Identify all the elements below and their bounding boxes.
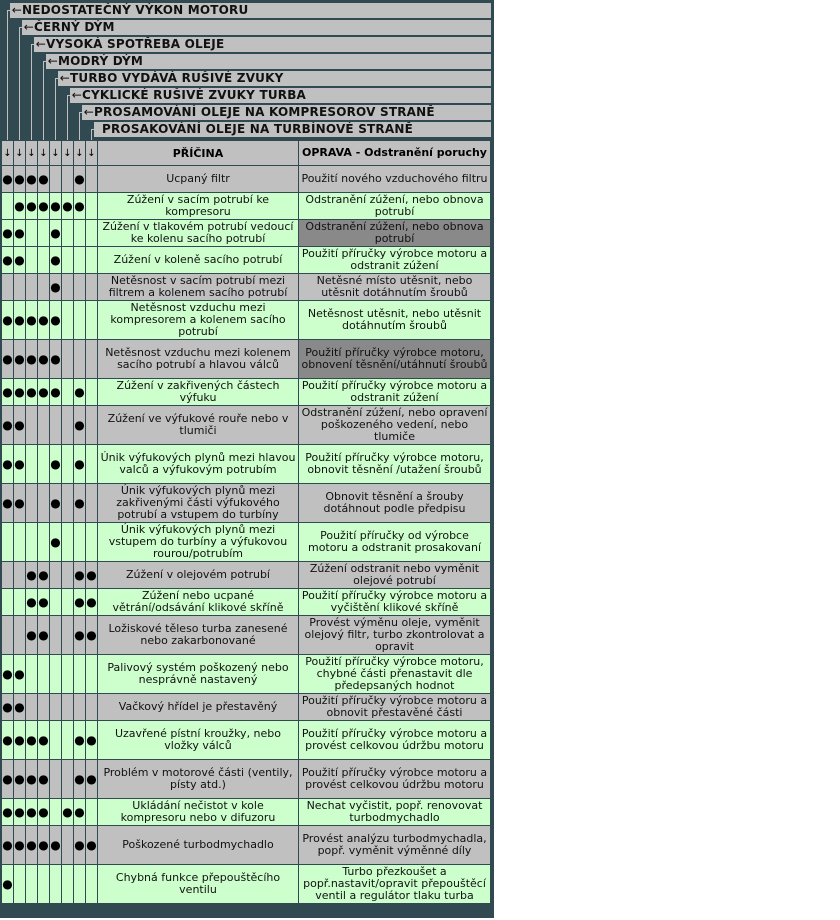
marker-dot-icon: ● (14, 220, 25, 246)
marker-dot-icon: ● (2, 721, 13, 759)
symptom-text: TURBO VYDÁVÁ RUŠIVÉ ZVUKY (70, 71, 284, 85)
cause-cell: Zúžení v olejovém potrubí (98, 562, 298, 588)
marker-dot-icon: ● (50, 379, 61, 405)
marker-empty (50, 655, 61, 693)
fix-cell: Odstranění zúžení, nebo opravení poškozeného vedení, nebo tlumiče (299, 406, 490, 444)
connector-line (67, 95, 68, 140)
marker-dot-icon: ● (14, 694, 25, 720)
marker-empty (62, 826, 73, 864)
connector-tick (7, 10, 11, 11)
marker-dot-icon: ● (74, 166, 85, 192)
marker-dot-icon: ● (26, 301, 37, 339)
connector-tick (91, 129, 95, 130)
marker-empty (14, 562, 25, 588)
marker-empty (26, 247, 37, 273)
marker-empty (62, 484, 73, 522)
marker-dot-icon: ● (2, 760, 13, 798)
fix-cell: Použití příručky výrobce motoru a provést celkovou údržbu motoru (299, 760, 490, 798)
symptom-text: ČERNÝ DÝM (34, 20, 115, 34)
marker-dot-icon: ● (38, 799, 49, 825)
fix-cell: Netěsnost utěsnit, nebo utěsnit dotáhnutím šroubů (299, 301, 490, 339)
marker-empty (14, 865, 25, 903)
marker-empty (2, 523, 13, 561)
marker-dot-icon: ● (50, 247, 61, 273)
marker-empty (50, 562, 61, 588)
marker-empty (86, 193, 97, 219)
fix-cell: Použití příručky výrobce motoru, obnovit těsnění /utažení šroubů (299, 445, 490, 483)
cause-cell: Zúžení v koleně sacího potrubí (98, 247, 298, 273)
table-row (2, 562, 490, 588)
cause-cell: Netěsnost vzduchu mezi kompresorem a kolenem sacího potrubí (98, 301, 298, 339)
arrow-left-icon: ← (83, 105, 94, 119)
marker-empty (74, 220, 85, 246)
marker-empty (26, 220, 37, 246)
marker-dot-icon: ● (14, 445, 25, 483)
fix-cell: Použití příručky výrobce motoru a provést celkovou údržbu motoru (299, 721, 490, 759)
symptom-label-5 (58, 71, 491, 86)
marker-dot-icon: ● (14, 406, 25, 444)
marker-dot-icon: ● (74, 760, 85, 798)
arrow-left-icon: ← (47, 54, 58, 68)
marker-dot-icon: ● (14, 484, 25, 522)
connector-tick (19, 27, 23, 28)
cause-cell: Uzavřené pístní kroužky, nebo vložky válců (98, 721, 298, 759)
arrow-left-icon: ← (71, 88, 82, 102)
marker-dot-icon: ● (2, 694, 13, 720)
marker-empty (86, 166, 97, 192)
table-row (2, 484, 490, 522)
cause-cell: Zúžení v sacím potrubí ke kompresoru (98, 193, 298, 219)
table-row (2, 721, 490, 759)
marker-empty (86, 799, 97, 825)
marker-empty (62, 445, 73, 483)
marker-dot-icon: ● (14, 721, 25, 759)
fix-cell: Odstranění zúžení, nebo obnova potrubí (299, 193, 490, 219)
fix-cell: Netěsné místo utěsnit, nebo utěsnit dotáhnutím šroubů (299, 274, 490, 300)
table-row (2, 655, 490, 693)
table-row (2, 220, 490, 246)
marker-empty (74, 301, 85, 339)
marker-empty (62, 340, 73, 378)
marker-empty (86, 274, 97, 300)
marker-dot-icon: ● (26, 379, 37, 405)
marker-empty (62, 247, 73, 273)
marker-empty (50, 865, 61, 903)
marker-empty (38, 247, 49, 273)
marker-empty (86, 379, 97, 405)
marker-empty (86, 340, 97, 378)
arrow-left-icon: ← (11, 3, 22, 17)
marker-empty (62, 562, 73, 588)
symptom-text: MODRÝ DÝM (58, 54, 144, 68)
symptom-text: PROSAMOVÁNÍ OLEJE NA KOMPRESOROV STRANĚ (94, 105, 435, 119)
cause-cell: Ložiskové těleso turba zanesené nebo zakarbonované (98, 616, 298, 654)
marker-dot-icon: ● (50, 340, 61, 378)
marker-empty (74, 274, 85, 300)
fix-cell: Použití příručky výrobce motoru a odstranit zúžení (299, 247, 490, 273)
marker-empty (50, 166, 61, 192)
marker-dot-icon: ● (2, 865, 13, 903)
marker-empty (62, 274, 73, 300)
marker-dot-icon: ● (14, 379, 25, 405)
marker-empty (74, 655, 85, 693)
marker-dot-icon: ● (86, 589, 97, 615)
marker-empty (2, 562, 13, 588)
arrow-left-icon: ← (23, 20, 34, 34)
marker-dot-icon: ● (74, 562, 85, 588)
table-row (2, 166, 490, 192)
header-fix: OPRAVA - Odstranění poruchy (299, 141, 490, 165)
marker-empty (26, 406, 37, 444)
marker-dot-icon: ● (74, 193, 85, 219)
connector-tick (79, 112, 83, 113)
marker-dot-icon: ● (26, 589, 37, 615)
marker-dot-icon: ● (74, 379, 85, 405)
marker-empty (86, 445, 97, 483)
marker-empty (26, 445, 37, 483)
marker-empty (62, 301, 73, 339)
marker-empty (74, 523, 85, 561)
marker-empty (86, 406, 97, 444)
marker-empty (2, 616, 13, 654)
marker-empty (26, 694, 37, 720)
marker-empty (50, 760, 61, 798)
marker-empty (26, 655, 37, 693)
table-header-row (2, 141, 490, 165)
connector-tick (31, 44, 35, 45)
marker-empty (2, 589, 13, 615)
table-row (2, 301, 490, 339)
cause-cell: Poškozené turbodmychadlo (98, 826, 298, 864)
marker-empty (38, 220, 49, 246)
connector-line (31, 44, 32, 140)
table-row (2, 193, 490, 219)
marker-dot-icon: ● (38, 562, 49, 588)
marker-dot-icon: ● (26, 721, 37, 759)
arrow-left-icon: ← (59, 71, 70, 85)
cause-cell: Vačkový hřídel je přestavěný (98, 694, 298, 720)
cause-cell: Únik výfukových plynů mezi vstupem do turbíny a výfukovou rourou/potrubím (98, 523, 298, 561)
marker-dot-icon: ● (38, 760, 49, 798)
arrow-down-icon: ↓ (62, 141, 73, 165)
marker-empty (86, 247, 97, 273)
table-row (2, 760, 490, 798)
marker-empty (50, 406, 61, 444)
marker-dot-icon: ● (38, 616, 49, 654)
table-row (2, 247, 490, 273)
marker-empty (74, 247, 85, 273)
connector-line (91, 129, 92, 140)
marker-dot-icon: ● (14, 247, 25, 273)
marker-dot-icon: ● (14, 826, 25, 864)
marker-dot-icon: ● (62, 799, 73, 825)
marker-dot-icon: ● (14, 301, 25, 339)
symptom-label-4 (46, 54, 491, 69)
marker-empty (2, 193, 13, 219)
marker-dot-icon: ● (14, 799, 25, 825)
marker-empty (26, 484, 37, 522)
marker-empty (50, 799, 61, 825)
cause-cell: Zúžení nebo ucpané větrání/odsávání klikové skříně (98, 589, 298, 615)
connector-tick (43, 61, 47, 62)
connector-tick (55, 78, 59, 79)
connector-line (19, 27, 20, 140)
marker-dot-icon: ● (2, 220, 13, 246)
arrow-left-icon: ← (35, 37, 46, 51)
fault-table (1, 140, 491, 904)
fix-cell: Turbo přezkoušet a popř.nastavit/opravit přepouštěcí ventil a regulátor tlaku turba (299, 865, 490, 903)
fix-cell: Použití příručky od výrobce motoru a odstranit prosakovaní (299, 523, 490, 561)
cause-cell: Problém v motorové části (ventily, písty atd.) (98, 760, 298, 798)
symptom-label-7 (82, 105, 491, 120)
marker-empty (38, 406, 49, 444)
table-row (2, 445, 490, 483)
marker-dot-icon: ● (2, 247, 13, 273)
marker-empty (38, 484, 49, 522)
table-row (2, 616, 490, 654)
marker-dot-icon: ● (62, 193, 73, 219)
marker-dot-icon: ● (2, 445, 13, 483)
symptom-diagram (0, 0, 494, 140)
marker-empty (26, 523, 37, 561)
table-row (2, 694, 490, 720)
symptom-label-3 (34, 37, 491, 52)
marker-dot-icon: ● (2, 655, 13, 693)
connector-line (43, 61, 44, 140)
marker-dot-icon: ● (26, 616, 37, 654)
table-row (2, 406, 490, 444)
marker-empty (86, 694, 97, 720)
marker-dot-icon: ● (74, 484, 85, 522)
marker-dot-icon: ● (26, 826, 37, 864)
marker-dot-icon: ● (50, 826, 61, 864)
marker-empty (86, 484, 97, 522)
marker-empty (62, 865, 73, 903)
marker-dot-icon: ● (26, 799, 37, 825)
marker-empty (62, 406, 73, 444)
marker-dot-icon: ● (38, 301, 49, 339)
table-row (2, 589, 490, 615)
marker-empty (26, 865, 37, 903)
table-row (2, 826, 490, 864)
fix-cell: Použití příručky výrobce motoru, obnovení těsnění/utáhnutí šroubů (299, 340, 490, 378)
cause-cell: Palivový systém poškozený nebo nesprávně nastavený (98, 655, 298, 693)
arrow-down-icon: ↓ (26, 141, 37, 165)
marker-dot-icon: ● (14, 193, 25, 219)
marker-dot-icon: ● (26, 562, 37, 588)
marker-dot-icon: ● (38, 193, 49, 219)
fix-cell: Použití příručky výrobce motoru a obnovit přestavěné části (299, 694, 490, 720)
symptom-text: CYKLICKÉ RUŠIVÉ ZVUKY TURBA (82, 88, 307, 102)
marker-dot-icon: ● (38, 826, 49, 864)
marker-empty (74, 340, 85, 378)
marker-empty (62, 379, 73, 405)
marker-dot-icon: ● (86, 721, 97, 759)
marker-empty (86, 655, 97, 693)
marker-dot-icon: ● (26, 166, 37, 192)
marker-empty (50, 721, 61, 759)
symptom-label-2 (22, 20, 491, 35)
marker-empty (62, 694, 73, 720)
marker-empty (62, 220, 73, 246)
marker-empty (62, 616, 73, 654)
table-row (2, 523, 490, 561)
marker-dot-icon: ● (50, 193, 61, 219)
fix-cell: Použití příručky výrobce motoru a vyčištění klikové skříně (299, 589, 490, 615)
marker-empty (26, 274, 37, 300)
marker-dot-icon: ● (74, 721, 85, 759)
marker-empty (62, 589, 73, 615)
cause-cell: Chybná funkce přepouštěcího ventilu (98, 865, 298, 903)
marker-empty (2, 274, 13, 300)
marker-dot-icon: ● (2, 166, 13, 192)
cause-cell: Ukládání nečistot v kole kompresoru nebo v difuzoru (98, 799, 298, 825)
fix-cell: Provést analýzu turbodmychadla, popř. vyměnit výměnné díly (299, 826, 490, 864)
marker-dot-icon: ● (26, 760, 37, 798)
table-row (2, 799, 490, 825)
arrow-down-icon: ↓ (50, 141, 61, 165)
marker-dot-icon: ● (14, 166, 25, 192)
arrow-down-icon: ↓ (38, 141, 49, 165)
symptom-label-8 (94, 122, 491, 137)
marker-dot-icon: ● (26, 340, 37, 378)
cause-cell: Ucpaný filtr (98, 166, 298, 192)
symptom-label-6 (70, 88, 491, 103)
marker-empty (86, 865, 97, 903)
marker-dot-icon: ● (2, 301, 13, 339)
marker-empty (38, 655, 49, 693)
fix-cell: Obnovit těsnění a šrouby dotáhnout podle předpisu (299, 484, 490, 522)
marker-empty (62, 523, 73, 561)
marker-empty (38, 274, 49, 300)
marker-dot-icon: ● (14, 340, 25, 378)
marker-empty (14, 616, 25, 654)
table-row (2, 340, 490, 378)
marker-dot-icon: ● (86, 826, 97, 864)
fix-cell: Nechat vyčistit, popř. renovovat turbodmychadlo (299, 799, 490, 825)
cause-cell: Zúžení v zakřivených částech výfuku (98, 379, 298, 405)
marker-dot-icon: ● (2, 379, 13, 405)
marker-empty (14, 589, 25, 615)
marker-dot-icon: ● (86, 562, 97, 588)
connector-line (55, 78, 56, 140)
marker-empty (50, 589, 61, 615)
marker-empty (14, 523, 25, 561)
marker-empty (86, 220, 97, 246)
marker-dot-icon: ● (50, 445, 61, 483)
header-cause: PŘÍČINA (98, 141, 298, 165)
marker-dot-icon: ● (74, 799, 85, 825)
marker-dot-icon: ● (74, 445, 85, 483)
marker-empty (14, 274, 25, 300)
marker-dot-icon: ● (74, 616, 85, 654)
marker-dot-icon: ● (50, 220, 61, 246)
marker-dot-icon: ● (2, 484, 13, 522)
marker-empty (62, 655, 73, 693)
marker-dot-icon: ● (38, 589, 49, 615)
cause-cell: Zúžení v tlakovém potrubí vedoucí ke kolenu sacího potrubí (98, 220, 298, 246)
marker-dot-icon: ● (26, 193, 37, 219)
marker-dot-icon: ● (38, 379, 49, 405)
arrow-down-icon: ↓ (14, 141, 25, 165)
marker-dot-icon: ● (38, 721, 49, 759)
marker-empty (62, 166, 73, 192)
cause-cell: Zúžení ve výfukové rouře nebo v tlumiči (98, 406, 298, 444)
cause-cell: Netěsnost v sacím potrubí mezi filtrem a kolenem sacího potrubí (98, 274, 298, 300)
marker-dot-icon: ● (50, 274, 61, 300)
symptom-text: PROSAKOVÁNÍ OLEJE NA TURBÍNOVÉ STRANĚ (102, 122, 414, 136)
marker-empty (62, 721, 73, 759)
marker-dot-icon: ● (38, 166, 49, 192)
symptom-label-1 (10, 3, 491, 18)
marker-empty (74, 694, 85, 720)
fix-cell: Použití nového vzduchového filtru (299, 166, 490, 192)
marker-dot-icon: ● (2, 406, 13, 444)
marker-dot-icon: ● (74, 406, 85, 444)
marker-dot-icon: ● (74, 589, 85, 615)
arrow-down-icon: ↓ (86, 141, 97, 165)
marker-dot-icon: ● (86, 760, 97, 798)
marker-empty (86, 301, 97, 339)
marker-dot-icon: ● (50, 523, 61, 561)
marker-dot-icon: ● (14, 655, 25, 693)
cause-cell: Únik výfukových plynů mezi hlavou valců a výfukovým potrubím (98, 445, 298, 483)
marker-empty (50, 616, 61, 654)
fix-cell: Odstranění zúžení, nebo obnova potrubí (299, 220, 490, 246)
marker-dot-icon: ● (2, 799, 13, 825)
marker-empty (38, 523, 49, 561)
fix-cell: Zúžení odstranit nebo vyměnit olejové potrubí (299, 562, 490, 588)
marker-empty (74, 865, 85, 903)
marker-dot-icon: ● (74, 826, 85, 864)
table-row (2, 865, 490, 903)
marker-dot-icon: ● (50, 301, 61, 339)
fix-cell: Použití příručky výrobce motoru a odstranit zúžení (299, 379, 490, 405)
connector-line (79, 112, 80, 140)
arrow-down-icon: ↓ (2, 141, 13, 165)
symptom-text: VYSOKÁ SPOTŘEBA OLEJE (46, 37, 225, 51)
marker-dot-icon: ● (2, 340, 13, 378)
marker-dot-icon: ● (14, 760, 25, 798)
connector-tick (67, 95, 71, 96)
marker-empty (38, 445, 49, 483)
marker-dot-icon: ● (38, 340, 49, 378)
table-row (2, 379, 490, 405)
marker-empty (62, 760, 73, 798)
arrow-down-icon: ↓ (74, 141, 85, 165)
fix-cell: Provést výměnu oleje, vyměnit olejový filtr, turbo zkontrolovat a opravit (299, 616, 490, 654)
marker-empty (38, 694, 49, 720)
fix-cell: Použití příručky výrobce motoru, chybné části přenastavit dle předepsaných hodnot (299, 655, 490, 693)
marker-dot-icon: ● (50, 484, 61, 522)
marker-dot-icon: ● (86, 616, 97, 654)
marker-empty (86, 523, 97, 561)
marker-empty (50, 694, 61, 720)
marker-empty (38, 865, 49, 903)
cause-cell: Únik výfukových plynů mezi zakřivenými části výfukového potrubí a vstupem do turbíny (98, 484, 298, 522)
connector-line (7, 10, 8, 140)
table-row (2, 274, 490, 300)
cause-cell: Netěsnost vzduchu mezi kolenem sacího potrubí a hlavou válců (98, 340, 298, 378)
symptom-text: NEDOSTATEČNÝ VÝKON MOTORU (22, 3, 249, 17)
marker-dot-icon: ● (2, 826, 13, 864)
